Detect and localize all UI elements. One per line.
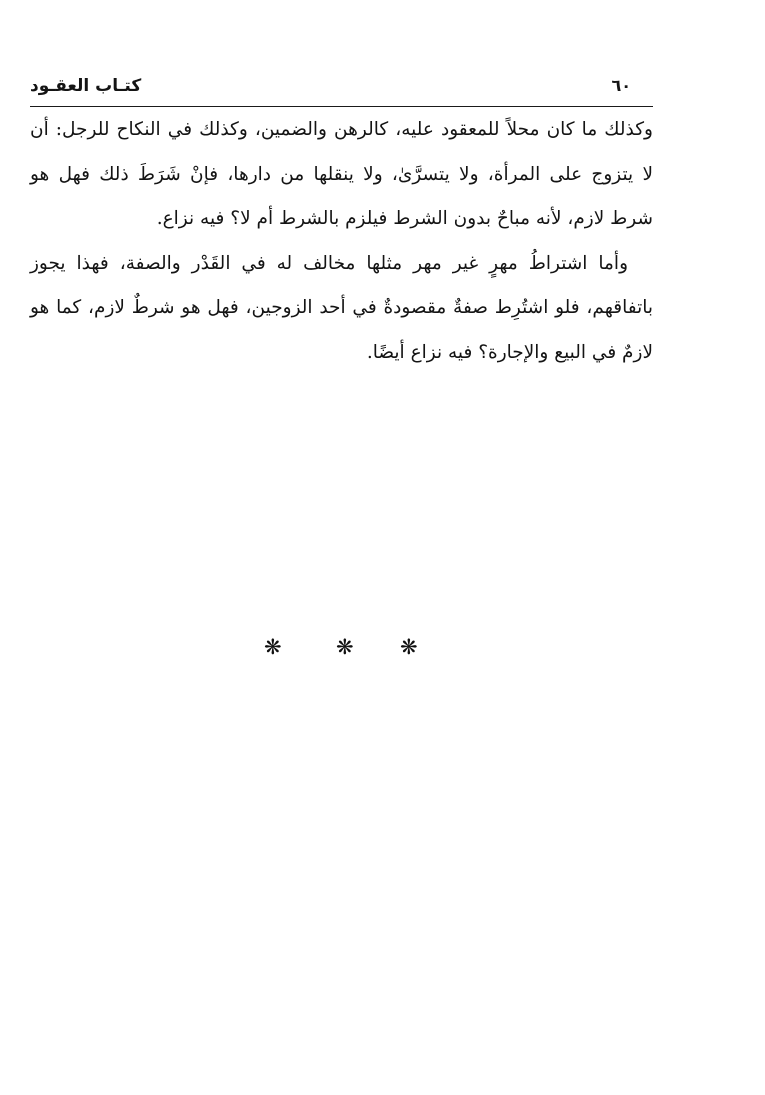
asterism-ornament-icon: ❋ (400, 635, 418, 659)
asterism-ornament-icon: ❋ (336, 635, 354, 659)
page-number: ٦٠ (611, 76, 631, 95)
asterism-ornament-icon: ❋ (264, 635, 282, 659)
page-header (30, 70, 653, 107)
main-text (30, 108, 653, 375)
section-divider-ornaments (0, 632, 765, 662)
running-title: كتـاب العقـود (30, 76, 142, 96)
paragraph-2: وأما اشتراطُ مهرٍ غير مهر مثلها مخالف له في القَدْر والصفة، فهذا يجوز باتفاقهم، فلو اشتُرِط صفةٌ مقصودةٌ في أحد الزوجين، فهل هو شرطٌ لازم، كما هو لازمٌ في البيع والإجارة؟ فيه نزاع أيضًا. (30, 252, 653, 363)
paragraph-1: وكذلك ما كان محلاً للمعقود عليه، كالرهن والضمين، وكذلك في النكاح للرجل: أن لا يتزوج على المرأة، ولا يتسرَّىٰ، ولا ينقلها من دارها، فإنْ شَرَطَ ذلك فهل هو شرط لازم، لأنه مباحٌ بدون الشرط فيلزم بالشرط أم لا؟ فيه نزاع. (30, 119, 653, 229)
